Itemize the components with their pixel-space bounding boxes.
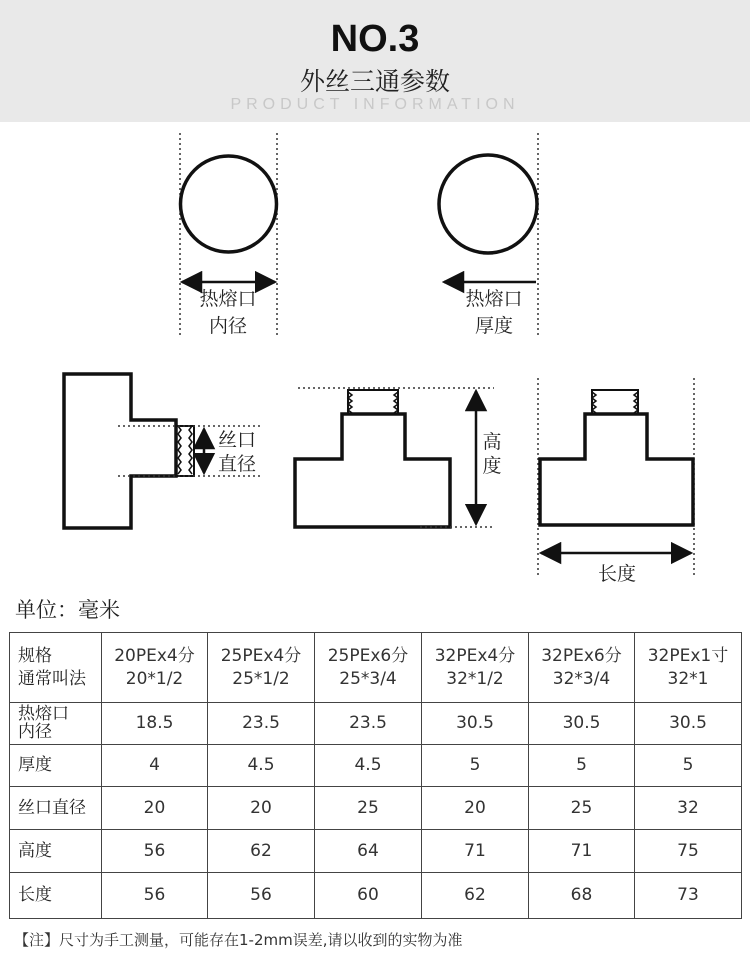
table-cell: 62: [208, 830, 315, 873]
column-common: 32*3/4: [552, 668, 611, 689]
table-cell: 30.5: [422, 703, 529, 745]
table-row: [10, 873, 742, 919]
length-figure: [538, 378, 694, 585]
table-cell: 30.5: [635, 703, 742, 745]
table-cell: 4.5: [208, 745, 315, 787]
row-label: 高度: [10, 830, 102, 873]
column-common: 20*1/2: [125, 668, 184, 689]
table-cell: 5: [529, 745, 635, 787]
table-cell: 5: [635, 745, 742, 787]
product-number: NO.3: [330, 18, 420, 60]
height-label-2: 度: [482, 455, 502, 477]
header-label-common: 通常叫法: [18, 668, 86, 689]
column-header: [208, 633, 315, 703]
inner-diameter-label-1: 热熔口: [199, 288, 257, 310]
page-subtitle: PRODUCT INFORMATION: [230, 96, 520, 113]
inner-diameter-figure: [180, 133, 277, 337]
column-spec: 25PEx4分: [220, 646, 302, 667]
thread-label-2: 直径: [217, 453, 257, 475]
row-label: 丝口直径: [10, 787, 102, 830]
page-title: 外丝三通参数: [299, 67, 450, 96]
length-label: 长度: [597, 563, 637, 585]
column-spec: 32PEx6分: [541, 646, 622, 667]
column-spec: 32PEx4分: [434, 646, 516, 667]
row-label: 厚度: [10, 745, 102, 787]
table-cell: 32: [635, 787, 742, 830]
table-cell: 68: [529, 873, 635, 919]
header-banner: [0, 0, 750, 122]
table-cell: 18.5: [102, 703, 208, 745]
thickness-figure: [439, 133, 538, 337]
spec-table: [9, 632, 742, 919]
table-cell: 56: [208, 873, 315, 919]
table-cell: 62: [422, 873, 529, 919]
table-cell: 75: [635, 830, 742, 873]
table-cell: 25: [529, 787, 635, 830]
table-cell: 23.5: [315, 703, 422, 745]
table-row: [10, 703, 742, 745]
column-header: [315, 633, 422, 703]
thread-label-1: 丝口: [217, 429, 257, 451]
table-row: [10, 830, 742, 873]
unit-label: 单位：毫米: [15, 598, 120, 622]
table-cell: 20: [208, 787, 315, 830]
table-cell: 23.5: [208, 703, 315, 745]
measurement-note: 【注】尺寸为手工测量，可能存在1-2mm误差,请以收到的实物为准: [14, 931, 463, 949]
column-spec: 32PEx1寸: [647, 646, 729, 667]
table-cell: 56: [102, 830, 208, 873]
column-header: [102, 633, 208, 703]
dimension-diagram: [0, 122, 750, 592]
table-cell: 5: [422, 745, 529, 787]
table-cell: 56: [102, 873, 208, 919]
table-cell: 4: [102, 745, 208, 787]
column-common: 25*3/4: [339, 668, 397, 689]
column-common: 25*1/2: [232, 668, 290, 689]
column-spec: 20PEx4分: [114, 646, 195, 667]
row-label-line-2: 内径: [18, 721, 52, 742]
table-cell: 4.5: [315, 745, 422, 787]
column-spec: 25PEx6分: [327, 646, 409, 667]
column-common: 32*1/2: [446, 668, 504, 689]
height-label-1: 高: [482, 431, 502, 453]
table-row: [10, 745, 742, 787]
table-row: [10, 787, 742, 830]
column-header: [635, 633, 742, 703]
table-cell: 71: [422, 830, 529, 873]
column-header: [529, 633, 635, 703]
table-cell: 25: [315, 787, 422, 830]
column-common: 32*1: [667, 668, 709, 689]
thread-diameter-figure: [64, 374, 263, 528]
table-cell: 73: [635, 873, 742, 919]
table-cell: 30.5: [529, 703, 635, 745]
table-header-row: [10, 633, 742, 703]
table-cell: 20: [102, 787, 208, 830]
header-label-spec: 规格: [18, 646, 52, 667]
thickness-label-1: 热熔口: [465, 288, 523, 310]
row-label: [10, 703, 102, 745]
table-cell: 60: [315, 873, 422, 919]
row-label: 长度: [10, 873, 102, 919]
inner-diameter-label-2: 内径: [208, 315, 248, 337]
table-cell: 71: [529, 830, 635, 873]
column-header: [422, 633, 529, 703]
table-cell: 20: [422, 787, 529, 830]
thickness-label-2: 厚度: [474, 315, 514, 337]
header-label-cell: [10, 633, 102, 703]
row-label-line-1: 热熔口: [18, 703, 69, 724]
table-cell: 64: [315, 830, 422, 873]
height-figure: [295, 388, 502, 527]
